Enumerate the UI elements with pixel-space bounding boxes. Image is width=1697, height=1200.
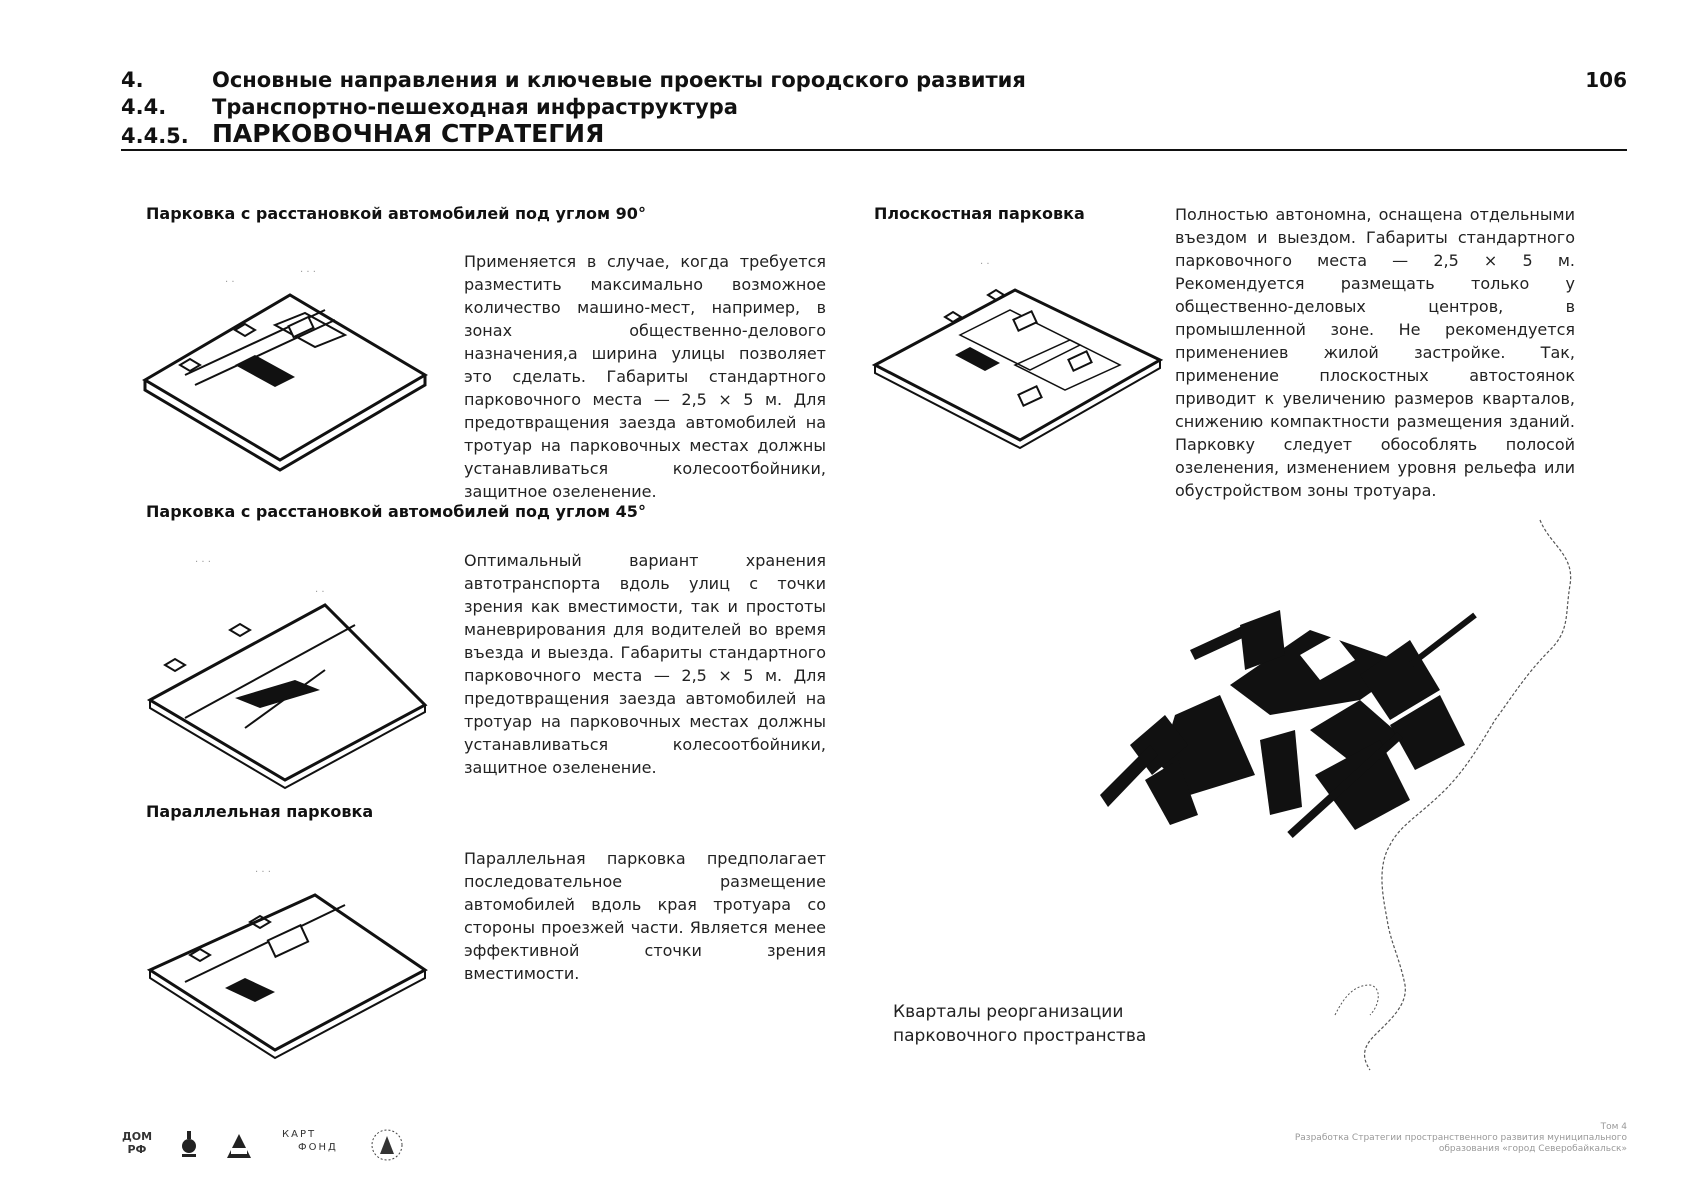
header-number-1: 4.	[121, 68, 144, 92]
parking-45-illustration	[145, 550, 435, 790]
section-title-flat: Плоскостная парковка	[874, 204, 1085, 223]
map-caption-line2: парковочного пространства	[893, 1026, 1147, 1046]
section-text-45: Оптимальный вариант хранения автотранспорта вдоль улиц с точки зрения как вместимости, так и простоты маневрирования для водителей во время въезда и выезда. Габариты стандартного парковочного места — 2,5 × 5 м. Для предотвращения заезда автомобилей на тротуар на парковочных местах должны устанавливаться колесоотбойники, защитное озеленение.	[464, 551, 826, 777]
seal-icon	[370, 1128, 404, 1162]
parking-90-illustration	[140, 255, 440, 475]
page-number: 106	[1585, 68, 1627, 92]
svg-text:· ·: · ·	[980, 259, 990, 270]
city-crest-icon	[225, 1130, 253, 1160]
emblem-icon	[178, 1128, 200, 1160]
header-divider	[121, 149, 1627, 151]
section-title-90: Парковка с расстановкой автомобилей под углом 90°	[146, 204, 646, 223]
map-caption-line1: Кварталы реорганизации	[893, 1002, 1124, 1022]
section-title-parallel: Параллельная парковка	[146, 802, 374, 821]
header-title-1: Основные направления и ключевые проекты городского развития	[212, 68, 1026, 92]
footer-credits: Том 4 Разработка Стратегии пространственного развития муниципального образования «город Северобайкальск»	[1294, 1122, 1627, 1154]
section-text-90: Применяется в случае, когда требуется разместить максимально возможное количество машино-мест, например, в зонах общественно-делового назначения,а ширина улицы позволяет это сделать. Габариты стандартного парковочного места — 2,5 × 5 м. Для предотвращения заезда автомобилей на тротуар на парковочных местах должны устанавливаться колесоотбойники, защитное озеленение.	[464, 252, 826, 501]
svg-text:· ·: · ·	[315, 587, 325, 598]
parking-flat-illustration	[870, 255, 1170, 455]
section-text-parallel: Параллельная парковка предполагает последовательное размещение автомобилей вдоль края тротуара со стороны проезжей части. Является менее эффективной сточки зрения вместимости.	[464, 849, 826, 983]
svg-text:· · ·: · · ·	[255, 867, 271, 878]
section-title-45: Парковка с расстановкой автомобилей под углом 45°	[146, 502, 646, 521]
section-text-flat: Полностью автономна, оснащена отдельными въездом и выездом. Габариты стандартного парковочного места — 2,5 × 5 м. Рекомендуется размещать только у общественно-деловых центров, в промышленной зоне. Не рекомендуется применениев жилой застройке. Так, применение плоскостных автостоянок приводит к увеличению размеров кварталов, снижению компактности размещения зданий. Парковку следует обособлять полосой озеленения, изменением уровня рельефа или обустройством зоны тротуара.	[1175, 205, 1575, 500]
svg-text:· ·: · ·	[225, 277, 235, 288]
svg-text:· · ·: · · ·	[195, 557, 211, 568]
parking-parallel-illustration	[145, 860, 435, 1060]
header-title-2: Транспортно-пешеходная инфраструктура	[212, 95, 738, 119]
page-title: ПАРКОВОЧНАЯ СТРАТЕГИЯ	[212, 119, 605, 148]
header-number-2: 4.4.	[121, 95, 167, 119]
district-map	[1070, 515, 1590, 1075]
header-number-3: 4.4.5.	[121, 124, 189, 148]
kar-fond-logo: КАРТ ФОНД	[282, 1129, 338, 1153]
svg-text:· · ·: · · ·	[300, 267, 316, 278]
dom-rf-logo: ДОМ РФ	[121, 1130, 153, 1156]
